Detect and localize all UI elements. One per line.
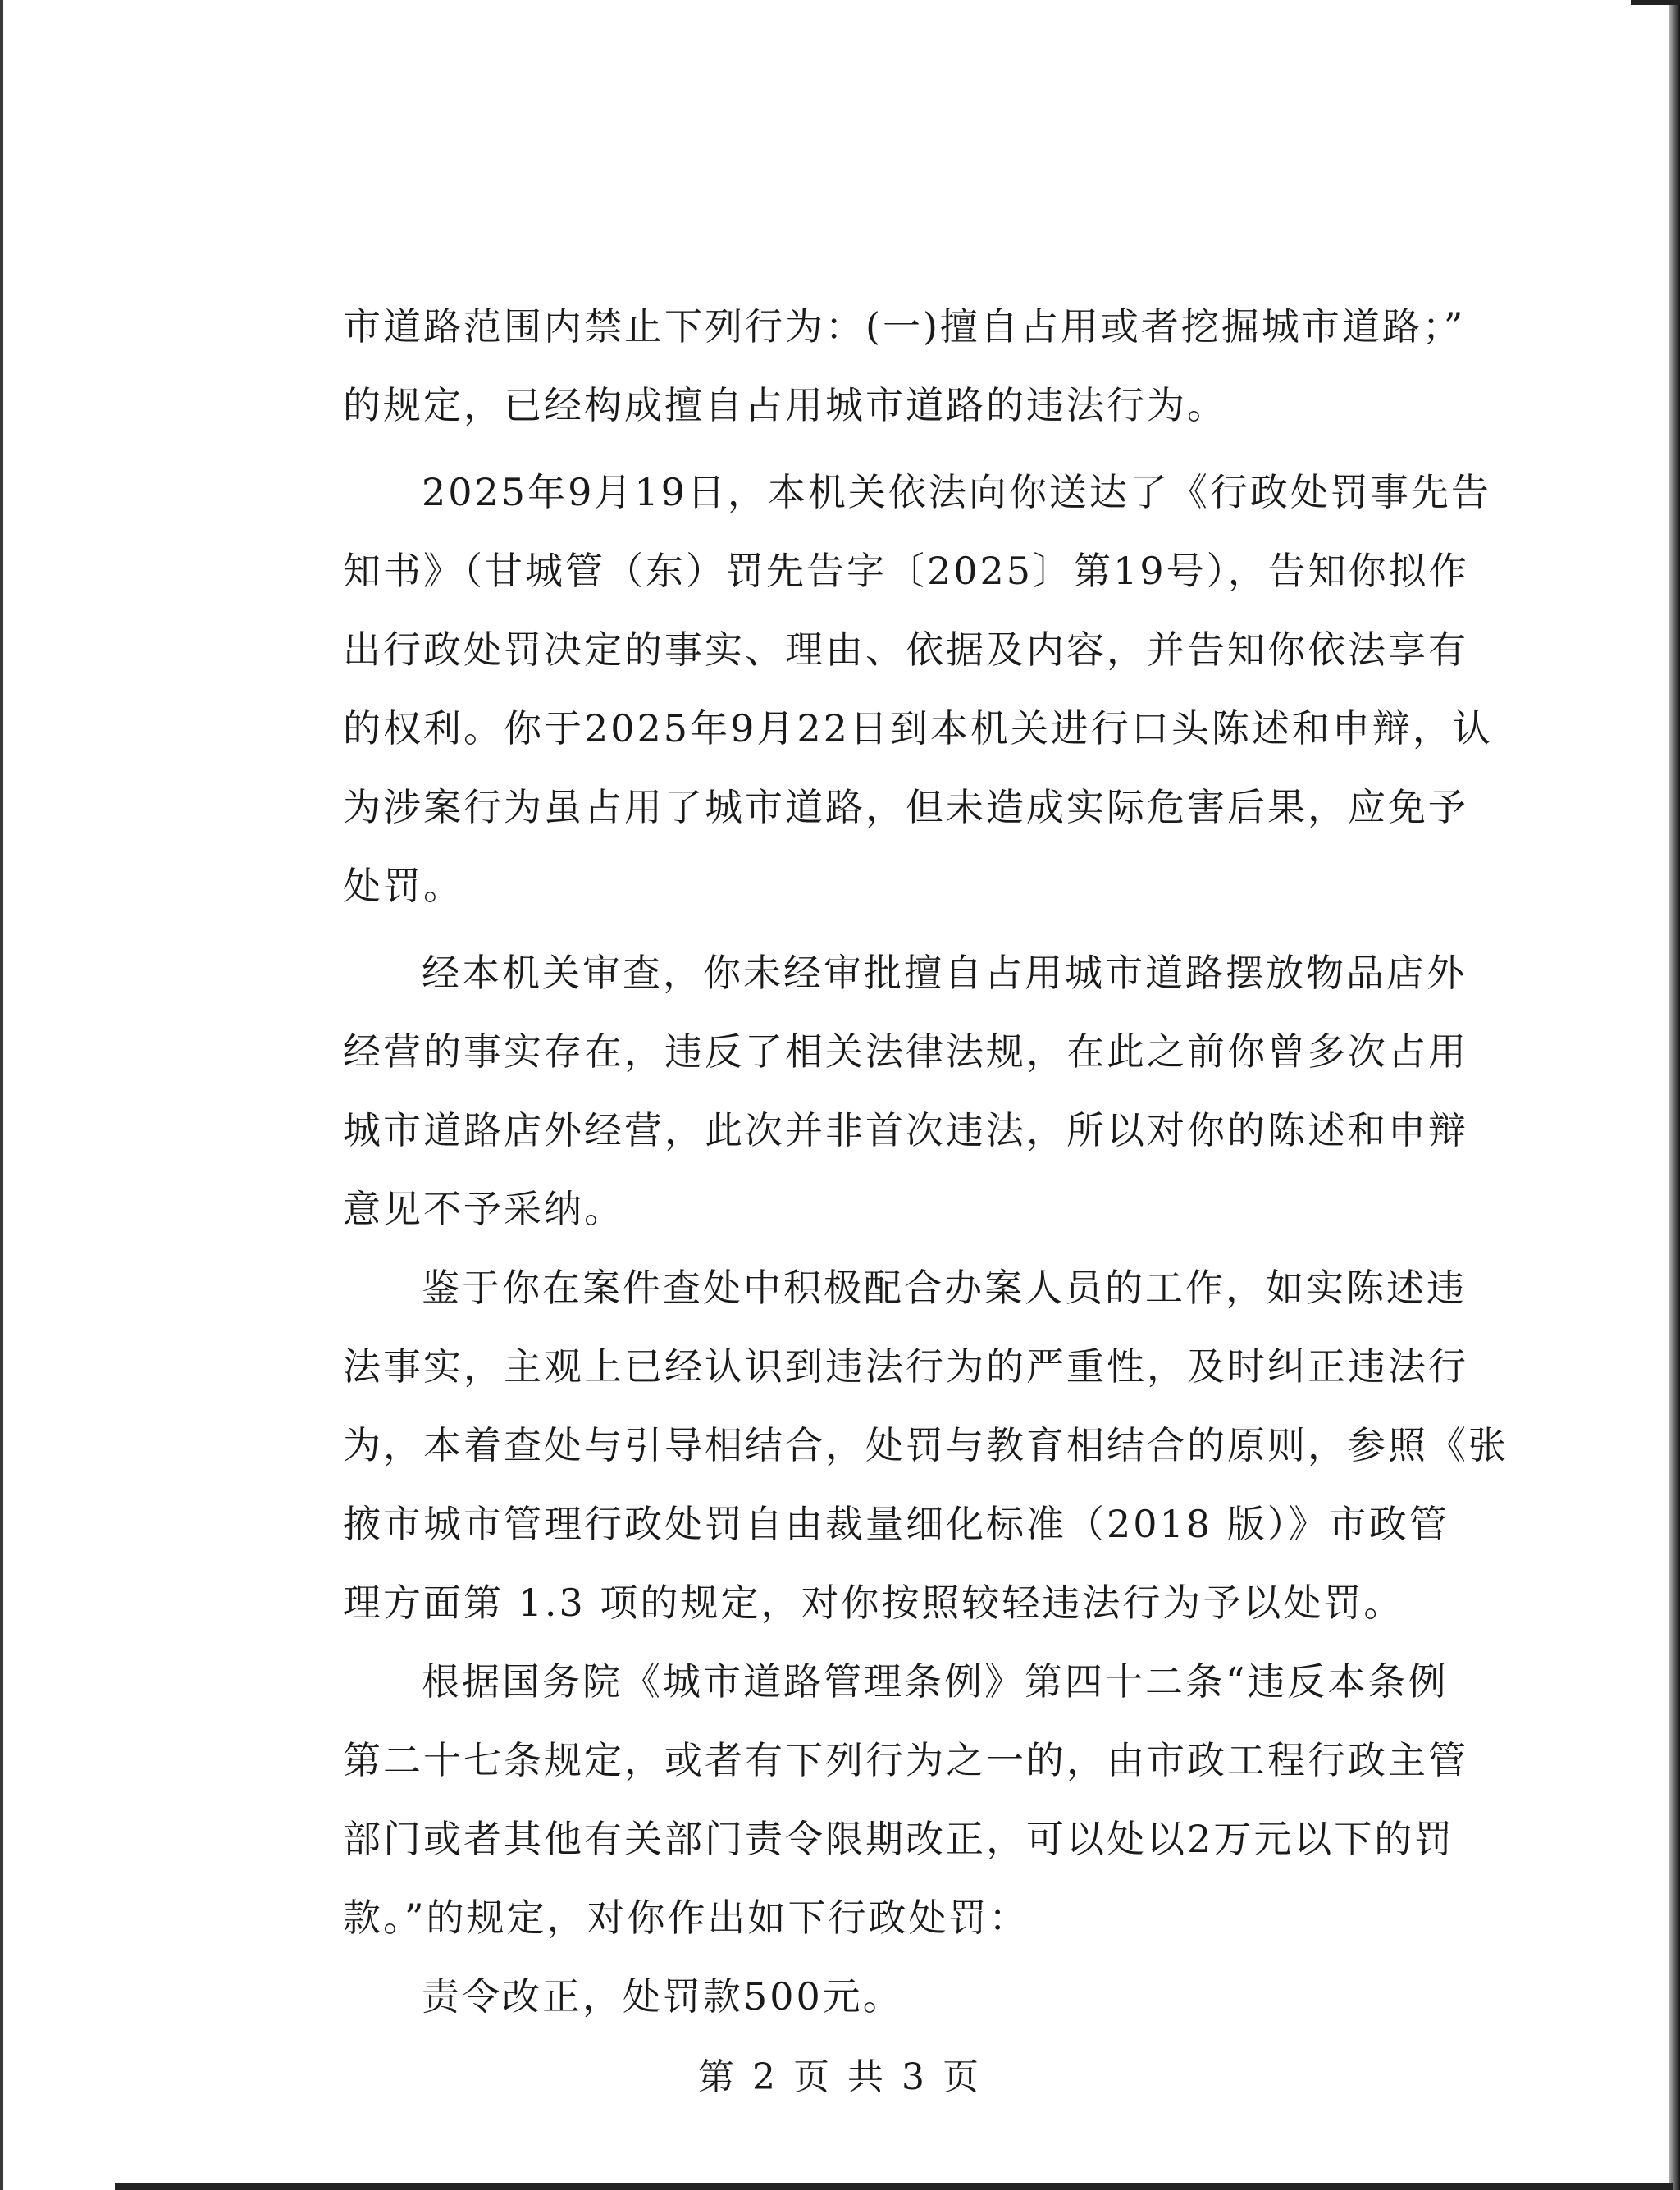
- body-line: 意见不予采纳。: [343, 1187, 624, 1231]
- body-line: 掖市城市管理行政处罚自由裁量细化标准（2018 版）》市政管: [343, 1502, 1449, 1546]
- body-line: 法事实，主观上已经认识到违法行为的严重性，及时纠正违法行: [343, 1344, 1468, 1389]
- body-line: 为涉案行为虽占用了城市道路，但未造成实际危害后果，应免予: [343, 785, 1468, 829]
- body-line: 市道路范围内禁止下列行为：(一)擅自占用或者挖掘城市道路；”: [343, 304, 1466, 349]
- body-line: 处罚。: [343, 864, 463, 908]
- body-line: 的权利。你于2025年9月22日到本机关进行口头陈述和申辩，认: [343, 706, 1493, 751]
- body-line: 款。”的规定，对你作出如下行政处罚：: [343, 1896, 1029, 1940]
- body-line: 经营的事实存在，违反了相关法律法规，在此之前你曾多次占用: [343, 1029, 1468, 1074]
- body-line: 第二十七条规定，或者有下列行为之一的，由市政工程行政主管: [343, 1738, 1468, 1782]
- scan-edge-right: [1669, 0, 1680, 2190]
- body-line: 城市道路店外经营，此次并非首次违法，所以对你的陈述和申辩: [343, 1108, 1468, 1152]
- scan-edge-top: [1631, 0, 1680, 5]
- paragraph-start-line: 鉴于你在案件查处中积极配合办案人员的工作，如实陈述违: [422, 1266, 1467, 1310]
- paragraph-start-line: 根据国务院《城市道路管理条例》第四十二条“违反本条例: [422, 1659, 1449, 1704]
- body-line: 理方面第 1.3 项的规定，对你按照较轻违法行为予以处罚。: [343, 1581, 1404, 1625]
- body-line: 部门或者其他有关部门责令限期改正，可以处以2万元以下的罚: [343, 1817, 1455, 1861]
- body-line: 出行政处罚决定的事实、理由、依据及内容，并告知你依法享有: [343, 627, 1468, 672]
- page-number: 第 2 页 共 3 页: [698, 2056, 982, 2098]
- scan-edge-bottom: [115, 2183, 1673, 2190]
- scan-edge-left: [0, 0, 3, 2190]
- paragraph-start-line: 2025年9月19日，本机关依法向你送达了《行政处罚事先告: [422, 470, 1491, 514]
- body-line: 的规定，已经构成擅自占用城市道路的违法行为。: [343, 383, 1227, 427]
- document-body: [343, 287, 1509, 2036]
- body-line: 知书》（甘城管（东）罚先告字〔2025〕第19号），告知你拟作: [343, 549, 1469, 593]
- paragraph-start-line: 经本机关审查，你未经审批擅自占用城市道路摆放物品店外: [422, 951, 1467, 995]
- paragraph-start-line: 责令改正，处罚款500元。: [422, 1974, 903, 2019]
- body-line: 为，本着查处与引导相结合，处罚与教育相结合的原则，参照《张: [343, 1423, 1509, 1467]
